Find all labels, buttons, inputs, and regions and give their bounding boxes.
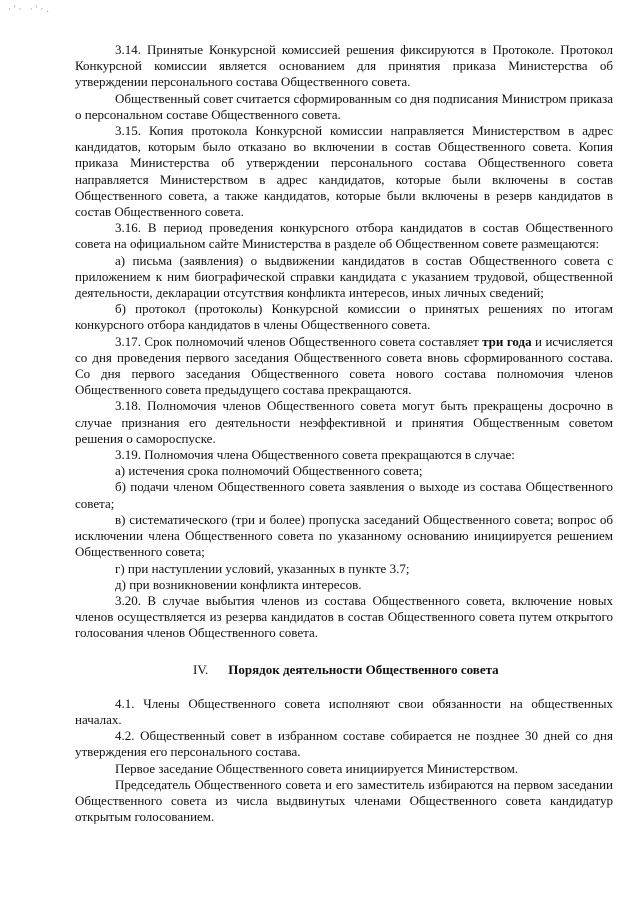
paragraph-4-2: 4.2. Общественный совет в избранном составе собирается не позднее 30 дней со дня утверждения его персонального состава. (75, 728, 613, 760)
paragraph-3-20: 3.20. В случае выбытия членов из состава Общественного совета, включение новых членов осуществляется из резерва кандидатов в состав Общественного совета путем открытого голосования членов Общественного совета. (75, 592, 613, 641)
paragraph-3-14-continued: Общественный совет считается сформированным со дня подписания Министром приказа о персональном составе Общественного совета. (75, 90, 613, 122)
paragraph-3-17-start: 3.17. Срок полномочий членов Общественного совета составляет (115, 333, 483, 349)
paragraph-3-14: 3.14. Принятые Конкурсной комиссией решения фиксируются в Протоколе. Протокол Конкурсной комиссии является основанием для принятия приказа Министерства об утверждении персонального состава Общественного совета. (75, 42, 613, 90)
section-heading (75, 662, 613, 678)
paragraph-3-16: 3.16. В период проведения конкурсного отбора кандидатов в состав Общественного совета на официальном сайте Министерства в разделе об Общественном совете размещаются: (75, 220, 613, 252)
paragraph-4-2-chair-election: Председатель Общественного совета и его заместитель избираются на первом заседании Общественного совета из числа выдвинутых членами Общественного совета кандидатур открытым голосованием. (75, 776, 613, 825)
paragraph-4-1: 4.1. Члены Общественного совета исполняют свои обязанности на общественных началах. (75, 695, 613, 727)
paragraph-3-16-item-a: а) письма (заявления) о выдвижении кандидатов в состав Общественного совета с приложением к ним биографической справки кандидата с указанием трудовой, общественной деятельности, декларации отсутствия конфликта интересов, иных личных сведений; (75, 252, 613, 301)
paragraph-3-17 (75, 334, 613, 399)
paragraph-4-2-first-meeting: Первое заседание Общественного совета инициируется Министерством. (115, 760, 519, 776)
section-title: Порядок деятельности Общественного совета (228, 661, 499, 677)
section-number: IV. (193, 661, 209, 677)
paragraph-3-16-item-b: б) протокол (протоколы) Конкурсной комиссии о принятых решениях по итогам конкурсного отбора кандидатов в члены Общественного совета. (75, 301, 613, 333)
term-emphasis: три года (482, 333, 532, 349)
paragraph-3-19-item-a: а) истечения срока полномочий Общественного совета; (115, 463, 423, 479)
document-page (75, 42, 613, 825)
paragraph-3-17-end: и исчисляется со дня проведения первого заседания Общественного совета вновь сформированного состава. Со дня первого заседания Общественного совета нового состава полномочия членов Общественного совета предыдущего состава прекращаются. (75, 333, 614, 398)
paragraph-3-15: 3.15. Копия протокола Конкурсной комиссии направляется Министерством в адрес кандидатов, которым было отказано во включении в состав Общественного совета. Копия приказа Министерства об утверждении персонального состава Общественного совета направляется Министерством в адрес кандидатов, которые были включены в состав Общественного совета, а также кандидатов, которые были включены в резерв кандидатов в состав Общественного совета. (75, 123, 613, 220)
paragraph-3-19-item-b: б) подачи членом Общественного совета заявления о выходе из состава Общественного совета; (75, 479, 613, 511)
paragraph-3-18: 3.18. Полномочия членов Общественного совета могут быть прекращены досрочно в случае признания его деятельности неэффективной и принятия Общественным советом решения о самороспуске. (75, 398, 613, 446)
scan-artifact: ·'· ·'·. (8, 4, 52, 14)
paragraph-3-19: 3.19. Полномочия члена Общественного совета прекращаются в случае: (115, 447, 515, 463)
paragraph-3-19-item-d: д) при возникновении конфликта интересов. (115, 576, 362, 592)
paragraph-3-19-item-v: в) систематического (три и более) пропуска заседаний Общественного совета; вопрос об исключении члена Общественного совета по указанному основанию инициируется решением Общественного совета; (75, 511, 613, 560)
paragraph-3-19-item-g: г) при наступлении условий, указанных в пункте 3.7; (115, 560, 410, 576)
